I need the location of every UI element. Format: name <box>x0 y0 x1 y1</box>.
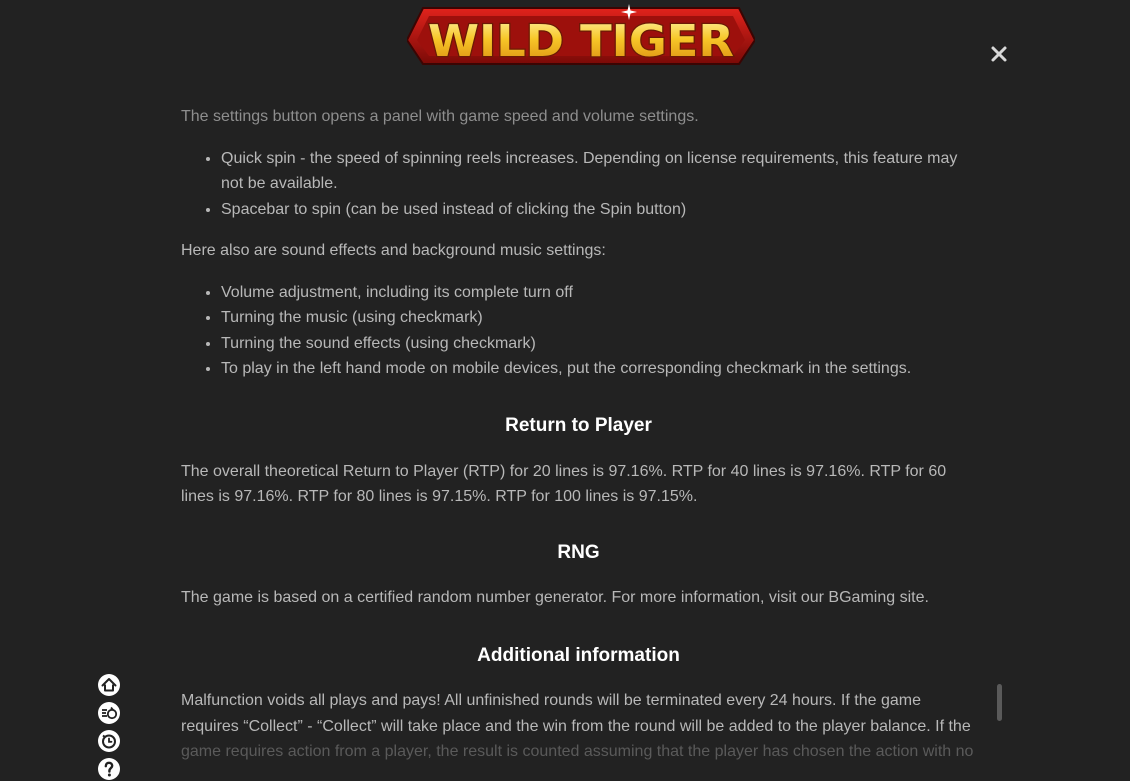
rng-text: The game is based on a certified random number generator. For more information, visit our BGaming site. <box>181 588 929 606</box>
history-icon <box>97 729 121 753</box>
additional-heading: Additional information <box>477 645 680 666</box>
rules-content <box>181 104 976 765</box>
game-logo <box>407 4 755 74</box>
paytable-icon <box>97 701 121 725</box>
list-item: • Volume adjustment, including its complete turn off <box>221 280 976 306</box>
scrollbar-thumb[interactable] <box>997 684 1002 721</box>
home-button[interactable] <box>97 673 121 697</box>
settings-intro: The settings button opens a panel with game speed and volume settings. <box>181 108 699 125</box>
additional-text <box>181 688 976 765</box>
rtp-text: The overall theoretical Return to Player (RTP) for 20 lines is 97.16%. RTP for 40 lines is 97.16%. RTP for 60 lines is 97.16%. RTP for 80 lines is 97.15%. RTP for 100 lines is 97.15%. <box>181 462 947 505</box>
history-button[interactable] <box>97 729 121 753</box>
list-item: • Turning the sound effects (using checkmark) <box>221 331 976 357</box>
additional-text-main: Malfunction voids all plays and pays! All unfinished rounds will be terminated every 24 hours. If the game requires “Collect” - “Collect” will take place and the win from the round will be added to the player balance. If the <box>181 692 971 735</box>
list-item: • Quick spin - the speed of spinning reels increases. Depending on license requirements, this feature may not be available. <box>221 146 976 197</box>
help-button[interactable] <box>97 757 121 781</box>
list-item: • Spacebar to spin (can be used instead of clicking the Spin button) <box>221 197 976 223</box>
list-item: • Turning the music (using checkmark) <box>221 305 976 331</box>
side-toolbar <box>97 673 121 781</box>
rng-heading: RNG <box>557 541 600 563</box>
close-icon <box>988 43 1010 65</box>
settings-list <box>181 146 976 223</box>
additional-text-faded: game requires action from a player, the result is counted assuming that the player has chosen the action with no <box>181 743 974 760</box>
help-icon <box>97 757 121 781</box>
sound-intro: Here also are sound effects and background music settings: <box>181 242 606 259</box>
close-button[interactable] <box>988 43 1010 65</box>
rtp-heading: Return to Player <box>505 414 652 436</box>
home-icon <box>97 673 121 697</box>
paytable-button[interactable] <box>97 701 121 725</box>
logo-text: WILD TIGER <box>428 16 734 67</box>
sound-list <box>181 280 976 382</box>
list-item: • To play in the left hand mode on mobile devices, put the corresponding checkmark in the settings. <box>221 356 976 382</box>
